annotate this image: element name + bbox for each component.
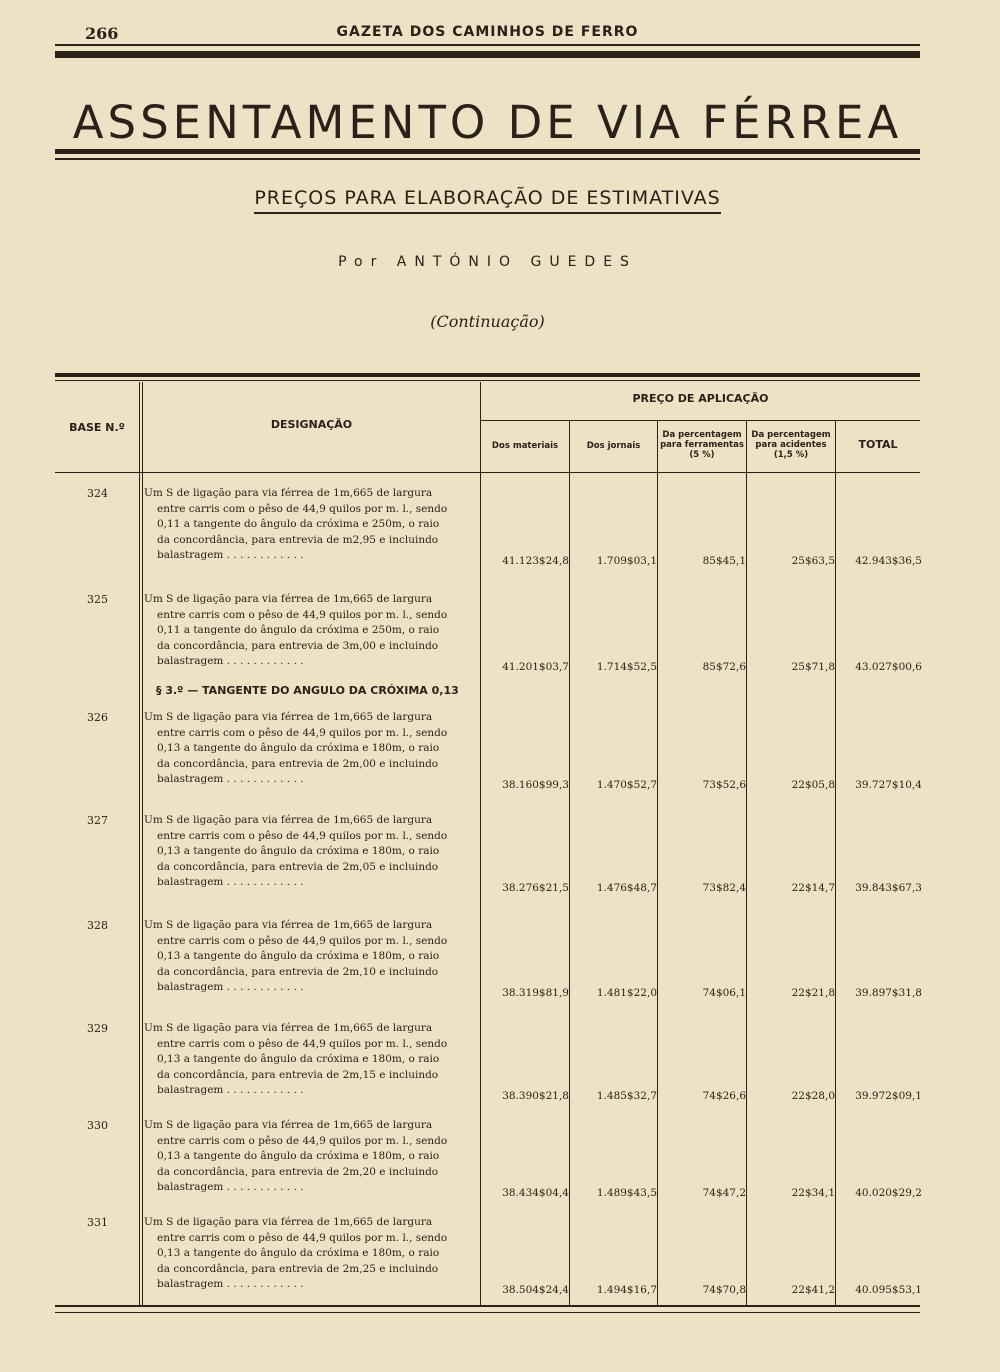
description-line: balastragem . . . . . . . . . . . .: [157, 876, 304, 888]
row-acidentes-value: 22$41,2: [791, 1284, 835, 1296]
header-acidentes: [747, 430, 835, 460]
description-line: Um S de ligação para via férrea de 1m,665 de largura: [144, 593, 433, 605]
title-rule-thin: [55, 158, 920, 160]
article-author: Por ANTÓNIO GUEDES: [338, 254, 637, 270]
row-acidentes-value: 25$71,8: [791, 661, 835, 673]
description-line: Um S de ligação para via férrea de 1m,665 de largura: [144, 1119, 433, 1131]
description-line: da concordância, para entrevia de 2m,25 e incluindo: [157, 1262, 439, 1275]
row-ferramentas-value: 74$06,1: [702, 987, 746, 999]
description-line: Um S de ligação para via férrea de 1m,665 de largura: [144, 711, 433, 723]
description-line: entre carris com o pêso de 44,9 quilos por m. l., sendo: [157, 726, 448, 739]
row-base-number: 331: [87, 1216, 108, 1229]
header-rule-thin: [55, 44, 920, 46]
row-base-number: 328: [87, 919, 108, 932]
row-materiais-value: 41.201$03,7: [502, 661, 569, 673]
running-header: [55, 22, 920, 44]
column-divider-jornais: [657, 421, 658, 1305]
continuation-note: (Continuação): [430, 312, 545, 331]
row-jornais-value: 1.485$32,7: [596, 1090, 657, 1102]
row-total-value: 39.897$31,8: [855, 987, 922, 999]
row-ferramentas-value: 74$26,6: [702, 1090, 746, 1102]
row-base-number: 324: [87, 487, 108, 500]
description-line: Um S de ligação para via férrea de 1m,665 de largura: [144, 1022, 433, 1034]
row-description: [144, 592, 478, 670]
row-materiais-value: 38.160$99,3: [502, 779, 569, 791]
row-jornais-value: 1.476$48,7: [596, 882, 657, 894]
description-line: entre carris com o pêso de 44,9 quilos por m. l., sendo: [157, 1134, 448, 1147]
journal-title: GAZETA DOS CAMINHOS DE FERRO: [336, 24, 639, 40]
row-base-number: 327: [87, 814, 108, 827]
row-materiais-value: 38.390$21,8: [502, 1090, 569, 1102]
header-acidentes-line1: Da percentagem: [751, 430, 831, 440]
row-ferramentas-value: 74$47,2: [702, 1187, 746, 1199]
row-total-value: 42.943$36,5: [855, 555, 922, 567]
row-acidentes-value: 22$14,7: [791, 882, 835, 894]
table-bottom-rule-1: [55, 1305, 920, 1307]
description-line: da concordância, para entrevia de 2m,10 e incluindo: [157, 965, 439, 978]
description-line: 0,13 a tangente do ângulo da cróxima e 180m, o raio: [157, 1247, 440, 1259]
description-line: entre carris com o pêso de 44,9 quilos por m. l., sendo: [157, 829, 448, 842]
description-line: entre carris com o pêso de 44,9 quilos por m. l., sendo: [157, 502, 448, 515]
header-ferramentas-line1: Da percentagem: [662, 430, 742, 440]
description-line: 0,13 a tangente do ângulo da cróxima e 180m, o raio: [157, 1053, 440, 1065]
description-line: balastragem . . . . . . . . . . . .: [157, 1084, 304, 1096]
row-description: [144, 918, 478, 996]
description-line: 0,11 a tangente do ângulo da cróxima e 250m, o raio: [157, 518, 440, 530]
row-base-number: 329: [87, 1022, 108, 1035]
description-line: 0,11 a tangente do ângulo da cróxima e 250m, o raio: [157, 624, 440, 636]
row-total-value: 39.727$10,4: [855, 779, 922, 791]
description-line: 0,13 a tangente do ângulo da cróxima e 180m, o raio: [157, 950, 440, 962]
description-line: balastragem . . . . . . . . . . . .: [157, 773, 304, 785]
header-acidentes-line2: para acidentes: [755, 440, 827, 450]
header-ferramentas: [658, 430, 746, 460]
description-line: 0,13 a tangente do ângulo da cróxima e 180m, o raio: [157, 742, 440, 754]
row-acidentes-value: 22$28,0: [791, 1090, 835, 1102]
row-total-value: 40.020$29,2: [855, 1187, 922, 1199]
column-divider-ferramentas: [746, 421, 747, 1305]
description-line: da concordância, para entrevia de m2,95 e incluindo: [157, 533, 439, 546]
description-line: Um S de ligação para via férrea de 1m,665 de largura: [144, 919, 433, 931]
header-ferramentas-line3: (5 %): [689, 450, 715, 460]
description-line: balastragem . . . . . . . . . . . .: [157, 655, 304, 667]
title-rule-thick: [55, 149, 920, 154]
row-base-number: 330: [87, 1119, 108, 1132]
header-total: TOTAL: [858, 438, 898, 451]
article-title: ASSENTAMENTO DE VIA FÉRREA: [72, 96, 903, 149]
header-jornais: Dos jornais: [586, 441, 641, 451]
row-jornais-value: 1.494$16,7: [596, 1284, 657, 1296]
header-ferramentas-line2: para ferramentas: [660, 440, 744, 450]
row-acidentes-value: 22$05,8: [791, 779, 835, 791]
preco-header-rule: [481, 420, 920, 421]
row-jornais-value: 1.470$52,7: [596, 779, 657, 791]
table-top-rule-thick: [55, 373, 920, 377]
column-divider-acidentes: [835, 421, 836, 1305]
column-divider-base-double: [142, 382, 143, 1305]
row-ferramentas-value: 73$52,6: [702, 779, 746, 791]
row-description: [144, 1021, 478, 1099]
description-line: balastragem . . . . . . . . . . . .: [157, 981, 304, 993]
row-description: [144, 486, 478, 564]
row-materiais-value: 38.276$21,5: [502, 882, 569, 894]
description-line: da concordância, para entrevia de 2m,15 e incluindo: [157, 1068, 439, 1081]
description-line: Um S de ligação para via férrea de 1m,665 de largura: [144, 1216, 433, 1228]
description-line: entre carris com o pêso de 44,9 quilos por m. l., sendo: [157, 1231, 448, 1244]
description-line: entre carris com o pêso de 44,9 quilos por m. l., sendo: [157, 934, 448, 947]
row-ferramentas-value: 85$45,1: [702, 555, 746, 567]
row-base-number: 325: [87, 593, 108, 606]
row-materiais-value: 38.319$81,9: [502, 987, 569, 999]
row-jornais-value: 1.709$03,1: [596, 555, 657, 567]
row-description: [144, 1215, 478, 1293]
row-jornais-value: 1.714$52,5: [596, 661, 657, 673]
article-subtitle-wrap: [55, 187, 920, 209]
header-materiais: Dos materiais: [491, 441, 559, 451]
row-description: [144, 1118, 478, 1196]
table-header-bottom-rule: [55, 472, 920, 473]
description-line: balastragem . . . . . . . . . . . .: [157, 549, 304, 561]
row-jornais-value: 1.489$43,5: [596, 1187, 657, 1199]
description-line: balastragem . . . . . . . . . . . .: [157, 1181, 304, 1193]
table-top-rule-thin: [55, 380, 920, 381]
section-heading: § 3.º — TANGENTE DO ANGULO DA CRÓXIMA 0,13: [156, 684, 459, 697]
row-jornais-value: 1.481$22,0: [596, 987, 657, 999]
row-total-value: 39.972$09,1: [855, 1090, 922, 1102]
row-total-value: 43.027$00,6: [855, 661, 922, 673]
row-materiais-value: 38.504$24,4: [502, 1284, 569, 1296]
description-line: 0,13 a tangente do ângulo da cróxima e 180m, o raio: [157, 845, 440, 857]
description-line: da concordância, para entrevia de 2m,20 e incluindo: [157, 1165, 439, 1178]
row-total-value: 39.843$67,3: [855, 882, 922, 894]
column-divider-base: [139, 382, 140, 1305]
row-ferramentas-value: 85$72,6: [702, 661, 746, 673]
row-ferramentas-value: 73$82,4: [702, 882, 746, 894]
description-line: Um S de ligação para via férrea de 1m,665 de largura: [144, 814, 433, 826]
description-line: da concordância, para entrevia de 2m,00 e incluindo: [157, 757, 439, 770]
description-line: da concordância, para entrevia de 3m,00 e incluindo: [157, 639, 439, 652]
row-base-number: 326: [87, 711, 108, 724]
row-acidentes-value: 22$21,8: [791, 987, 835, 999]
description-line: balastragem . . . . . . . . . . . .: [157, 1278, 304, 1290]
row-materiais-value: 38.434$04,4: [502, 1187, 569, 1199]
description-line: Um S de ligação para via férrea de 1m,665 de largura: [144, 487, 433, 499]
row-description: [144, 813, 478, 891]
page-number: 266: [85, 24, 119, 43]
header-designacao: DESIGNAÇÃO: [270, 418, 353, 431]
column-divider-designacao: [480, 382, 481, 1305]
description-line: da concordância, para entrevia de 2m,05 e incluindo: [157, 860, 439, 873]
row-total-value: 40.095$53,1: [855, 1284, 922, 1296]
row-materiais-value: 41.123$24,8: [502, 555, 569, 567]
row-description: [144, 710, 478, 788]
header-base: BASE N.º: [69, 421, 125, 434]
header-preco-aplicacao: PREÇO DE APLICAÇÃO: [632, 392, 769, 405]
description-line: 0,13 a tangente do ângulo da cróxima e 180m, o raio: [157, 1150, 440, 1162]
table-bottom-rule-2: [55, 1312, 920, 1313]
row-ferramentas-value: 74$70,8: [702, 1284, 746, 1296]
description-line: entre carris com o pêso de 44,9 quilos por m. l., sendo: [157, 1037, 448, 1050]
description-line: entre carris com o pêso de 44,9 quilos por m. l., sendo: [157, 608, 448, 621]
header-rule-thick: [55, 51, 920, 58]
article-subtitle: PREÇOS PARA ELABORAÇÃO DE ESTIMATIVAS: [254, 187, 720, 214]
column-divider-materiais: [569, 421, 570, 1305]
row-acidentes-value: 22$34,1: [791, 1187, 835, 1199]
row-acidentes-value: 25$63,5: [791, 555, 835, 567]
header-acidentes-line3: (1,5 %): [773, 450, 809, 460]
